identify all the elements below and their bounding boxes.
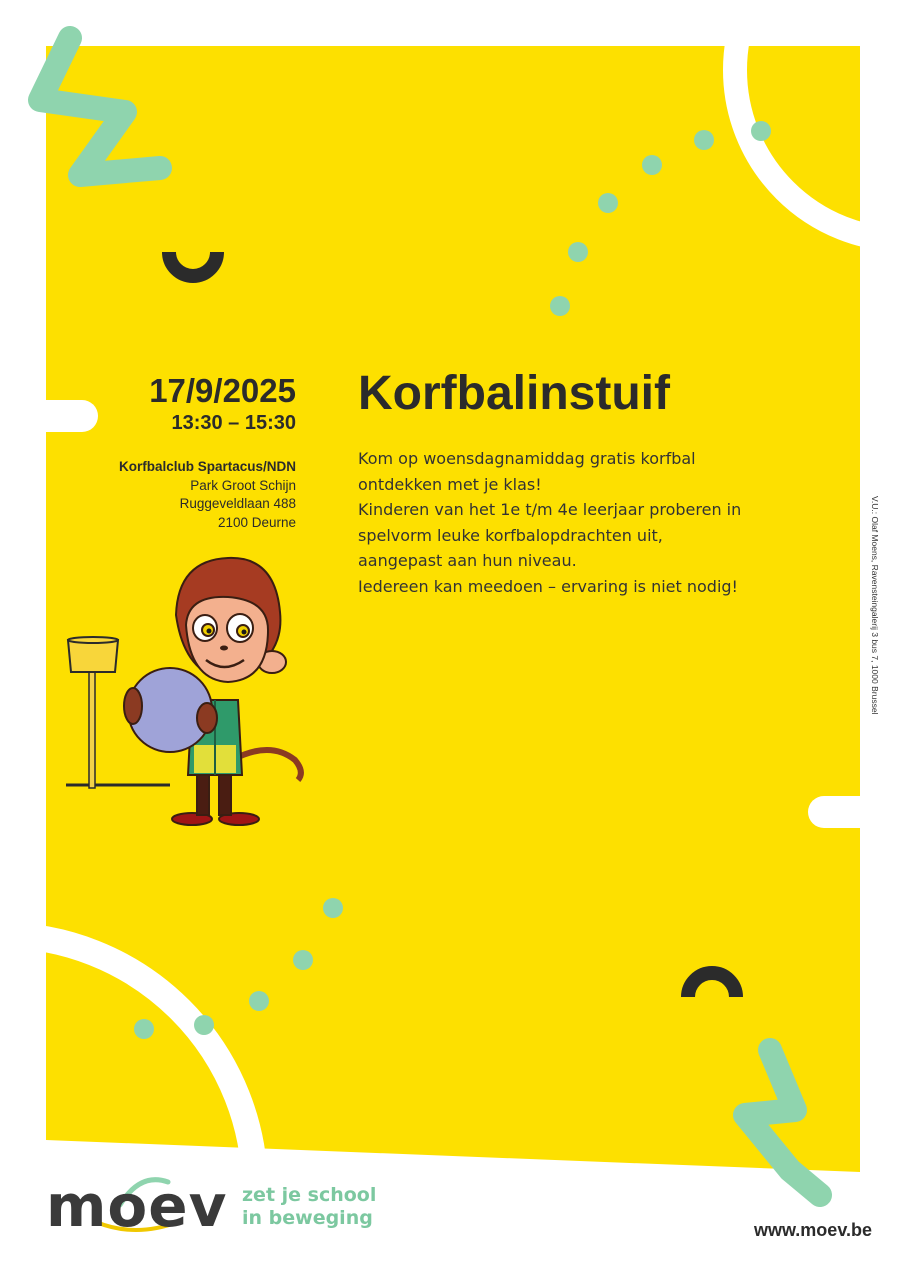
website-link[interactable]: www.moev.be	[753, 1220, 872, 1240]
tagline-line-1: zet je school	[242, 1184, 377, 1206]
white-notch-left	[28, 400, 98, 432]
venue-address	[119, 458, 296, 532]
white-notch-right	[808, 796, 878, 828]
venue-city: 2100 Deurne	[217, 514, 296, 530]
event-description	[358, 446, 798, 599]
description-line: Kom op woensdagnamiddag gratis korfbal	[358, 449, 696, 468]
venue-club: Korfbalclub Spartacus/NDN	[118, 459, 296, 474]
description-line: Kinderen van het 1e t/m 4e leerjaar proberen in	[358, 500, 742, 519]
description-line: Iedereen kan meedoen – ervaring is niet nodig!	[358, 576, 738, 596]
page-title: Korfbalinstuif	[358, 367, 670, 420]
venue-street: Ruggeveldlaan 488	[179, 496, 296, 511]
event-time: 13:30 – 15:30	[171, 412, 296, 434]
tagline	[242, 1184, 376, 1230]
description-line: ontdekken met je klas!	[358, 474, 542, 494]
venue-park: Park Groot Schijn	[190, 477, 296, 493]
event-date: 17/9/2025	[149, 372, 296, 409]
moev-logo: moev	[46, 1172, 228, 1240]
description-line: spelvorm leuke korfbalopdrachten uit,	[358, 525, 663, 545]
description-line: aangepast aan hun niveau.	[358, 551, 577, 570]
tagline-line-2: in beweging	[242, 1207, 373, 1229]
legal-notice: V.U.: Olaf Moens, Ravensteingalerij 3 bus 7, 1000 Brussel	[870, 496, 880, 715]
